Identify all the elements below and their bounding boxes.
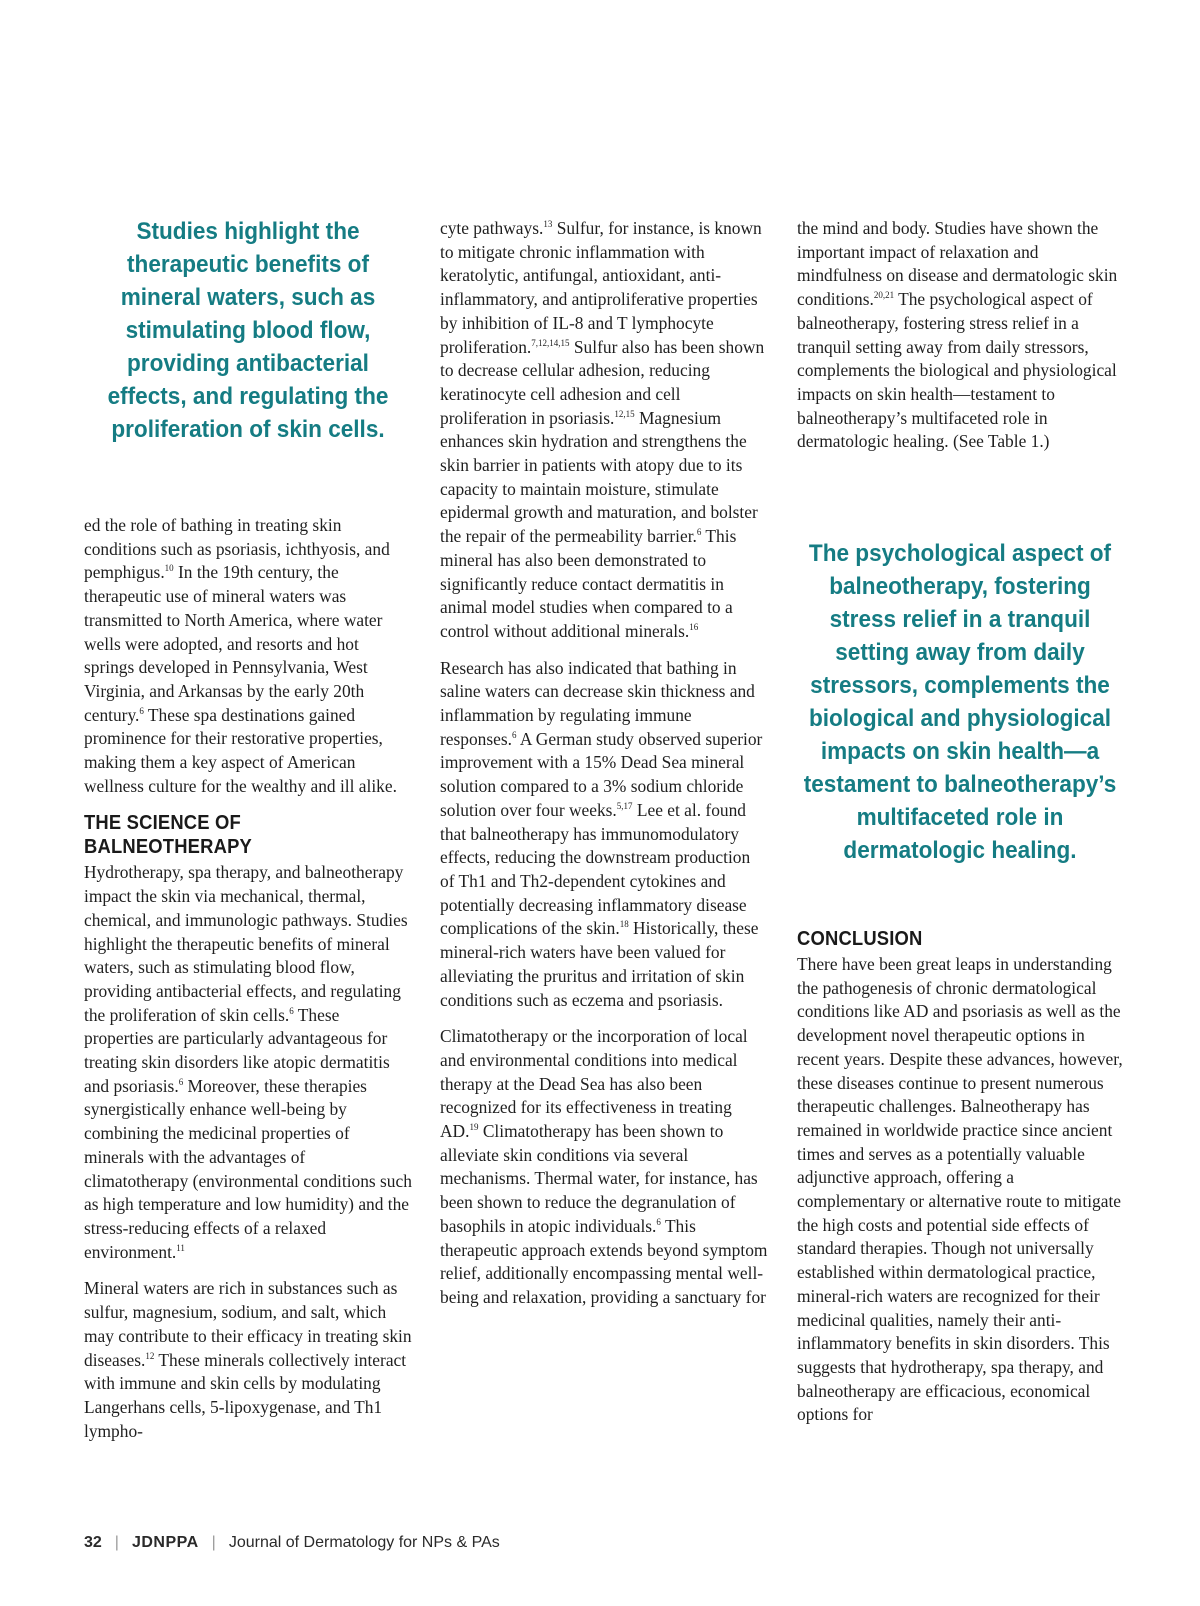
section-heading-conclusion: CONCLUSION	[797, 928, 923, 950]
page-number: 32	[84, 1534, 102, 1551]
section-heading-science: THE SCIENCE OF BALNEOTHERAPY	[84, 812, 253, 859]
paragraph: ed the role of bathing in treating skin conditions such as psoriasis, ichthyosis, and pemphigus.$^{10}$ In the 19th century, the therapeutic use of mineral waters was transmitted to North America, where water wells were adopted, and resorts and hot springs developed in Pennsylvania, West Virginia, and Arkansas by the early 20th century.$^6$ These spa destinations gained prominence for their restorative properties, making them a key aspect of American wellness culture for the wealthy and ill alike.	[84, 515, 397, 796]
conclusion-section	[797, 927, 1125, 1427]
column-right	[797, 217, 1125, 454]
paragraph: the mind and body. Studies have shown the important impact of relaxation and mindfulness on disease and dermatologic skin conditions.$^{20,21}$ The psychological aspect of balneotherapy, fostering stress relief in a tranquil setting away from daily stressors, complements the biological and physiological impacts on skin health—testament to balneotherapy’s multifaceted role in dermatologic healing. (See Table 1.)	[797, 218, 1118, 452]
paragraph: Hydrotherapy, spa therapy, and balneotherapy impact the skin via mechanical, thermal, chemical, and immunologic pathways. Studies highlight the therapeutic benefits of mineral waters, such as stimulating blood flow, providing antibacterial effects, and regulating the proliferation of skin cells.$^6$ These properties are particularly advantageous for treating skin disorders like atopic dermatitis and psoriasis.$^6$ Moreover, these therapies synergistically enhance well-being by combining the medicinal properties of minerals with the advantages of climatotherapy (environmental conditions such as high temperature and low humidity) and the stress-reducing effects of a relaxed environment.$^{11}$	[84, 862, 412, 1262]
paragraph: There have been great leaps in understanding the pathogenesis of chronic dermatological conditions like AD and psoriasis as well as the development novel therapeutic options in recent years. Despite these advances, however, these diseases continue to present numerous therapeutic challenges. Balneotherapy has remained in worldwide practice since ancient times and serves as a potentially valuable adjunctive approach, offering a complementary or alternative route to mitigate the high costs and potential side effects of standard therapies. Though not universally established within dermatological practice, mineral-rich waters are recognized for their medicinal qualities, namely their anti-inflammatory benefits in skin disorders. This suggests that hydrotherapy, spa therapy, and balneotherapy are efficacious, economical options for	[797, 954, 1123, 1425]
column-left	[84, 514, 412, 1443]
paragraph: Mineral waters are rich in substances such as sulfur, magnesium, sodium, and salt, which may contribute to their efficacy in treating skin diseases.$^{12}$ These minerals collectively interact with immune and skin cells by modulating Langerhans cells, 5-lipoxygenase, and Th1 lympho-	[84, 1278, 412, 1441]
pull-quote-right: The psychological aspect of balneotherapy, fostering stress relief in a tranquil setting away from daily stressors, complements the biological and physiological impacts on skin health—a testament to balneotherapy’s multifaceted role in dermatologic healing.	[803, 540, 1117, 864]
journal-abbreviation: JDNPPA	[131, 1534, 199, 1551]
footer-separator: |	[211, 1534, 216, 1551]
pull-quote-left: Studies highlight the therapeutic benefits of mineral waters, such as stimulating blood flow, providing antibacterial effects, and regulating the proliferation of skin cells.	[107, 218, 389, 443]
page-footer	[84, 1534, 500, 1552]
journal-name: Journal of Dermatology for NPs & PAs	[228, 1534, 500, 1551]
paragraph: Research has also indicated that bathing in saline waters can decrease skin thickness and inflammation by regulating immune responses.$^6$ A German study observed superior improvement with a 15% Dead Sea mineral solution compared to a 3% sodium chloride solution over four weeks.$^{5,17}$ Lee et al. found that balneotherapy has immunomodulatory effects, reducing the downstream production of Th1 and Th2-dependent cytokines and potentially decreasing inflammatory disease complications of the skin.$^{18}$ Historically, these mineral-rich waters have been valued for alleviating the pruritus and irritation of skin conditions such as eczema and psoriasis.	[440, 657, 763, 1010]
paragraph: cyte pathways.$^{13}$ Sulfur, for instance, is known to mitigate chronic inflammation with keratolytic, antifungal, antioxidant, anti-inflammatory, and antiproliferative properties by inhibition of IL-8 and T lymphocyte proliferation.$^{7,12,14,15}$ Sulfur also has been shown to decrease cellular adhesion, reducing keratinocyte cell adhesion and cell proliferation in psoriasis.$^{12,15}$ Magnesium enhances skin hydration and strengthens the skin barrier in patients with atopy due to its capacity to maintain moisture, stimulate epidermal growth and maturation, and bolster the repair of the permeability barrier.$^6$ This mineral has also been demonstrated to significantly reduce contact dermatitis in animal model studies when compared to a control without additional minerals.$^{16}$	[440, 218, 765, 641]
paragraph: Climatotherapy or the incorporation of local and environmental conditions into medical therapy at the Dead Sea has also been recognized for its effectiveness in treating AD.$^{19}$ Climatotherapy has been shown to alleviate skin conditions via several mechanisms. Thermal water, for instance, has been shown to reduce the degranulation of basophils in atopic individuals.$^6$ This therapeutic approach extends beyond symptom relief, additionally encompassing mental well-being and relaxation, providing a sanctuary for	[440, 1026, 768, 1307]
footer-separator: |	[114, 1534, 119, 1551]
column-middle	[440, 217, 768, 1310]
